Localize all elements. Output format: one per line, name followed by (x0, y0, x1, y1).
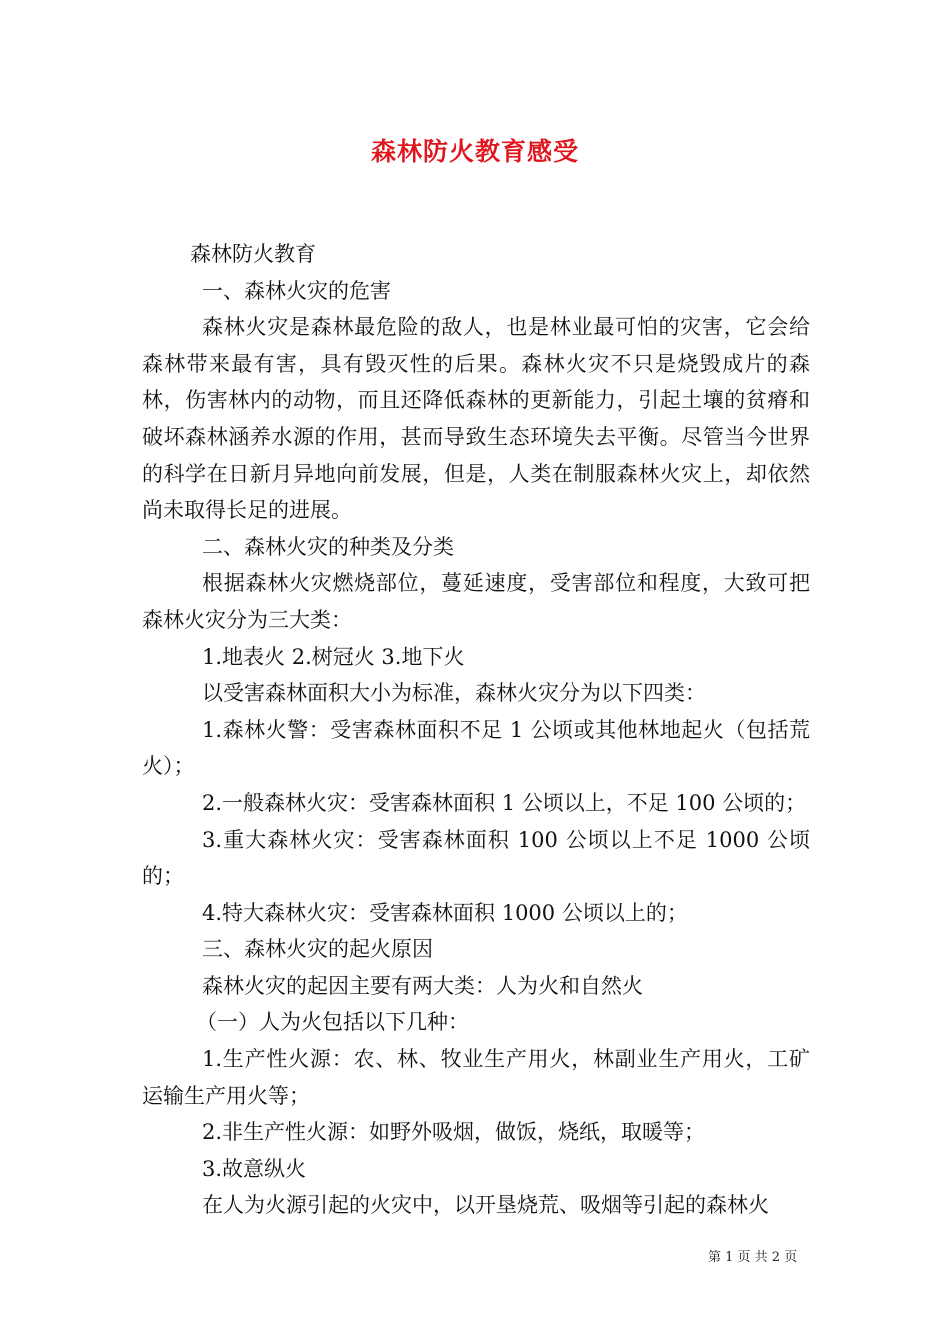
list-item: 1.地表火 2.树冠火 3.地下火 (202, 644, 465, 669)
paragraph: 森林火灾是森林最危险的敌人，也是林业最可怕的灾害，它会给森林带来最有害，具有毁灭性的后果。森林火灾不只是烧毁成片的森林，伤害林内的动物，而且还降低森林的更新能力，引起土壤的贫瘠和破坏森林涵养水源的作用，甚而导致生态环境失去平衡。尽管当今世界的科学在日新月异地向前发展，但是，人类在制服森林火灾上，却依然尚未取得长足的进展。 (142, 315, 810, 523)
paragraph: 在人为火源引起的火灾中，以开垦烧荒、吸烟等引起的森林火 (202, 1193, 769, 1218)
section-heading: 二、森林火灾的种类及分类 (202, 534, 454, 559)
page-number: 第 1 页 共 2 页 (708, 1250, 798, 1265)
list-item: 3.重大森林火灾：受害森林面积 100 公顷以上不足 1000 公顷的； (142, 827, 810, 889)
paragraph: 根据森林火灾燃烧部位，蔓延速度，受害部位和程度，大致可把森林火灾分为三大类： (142, 571, 810, 632)
paragraph: 森林火灾的起因主要有两大类：人为火和自然火 (202, 973, 643, 998)
paragraph: 以受害森林面积大小为标准，森林火灾分为以下四类： (202, 681, 706, 706)
section-heading: 森林防火教育 (190, 242, 316, 266)
list-item: 2.一般森林火灾：受害森林面积 1 公顷以上，不足 100 公顷的； (202, 790, 807, 815)
list-item: 4.特大森林火灾：受害森林面积 1000 公顷以上的； (202, 900, 688, 925)
subsection-heading: （一）人为火包括以下几种： (196, 1010, 469, 1035)
list-item: 1.生产性火源：农、林、牧业生产用火，林副业生产用火，工矿运输生产用火等； (142, 1047, 810, 1108)
document-title: 森林防火教育感受 (370, 137, 579, 166)
list-item: 2.非生产性火源：如野外吸烟，做饭，烧纸，取暖等； (202, 1120, 706, 1145)
document-body (142, 236, 810, 1224)
list-item: 3.故意纵火 (202, 1156, 307, 1181)
list-item: 1.森林火警：受害森林面积不足 1 公顷或其他林地起火（包括荒火）； (142, 717, 810, 779)
section-heading: 三、森林火灾的起火原因 (202, 937, 433, 962)
section-heading: 一、森林火灾的危害 (202, 278, 391, 303)
